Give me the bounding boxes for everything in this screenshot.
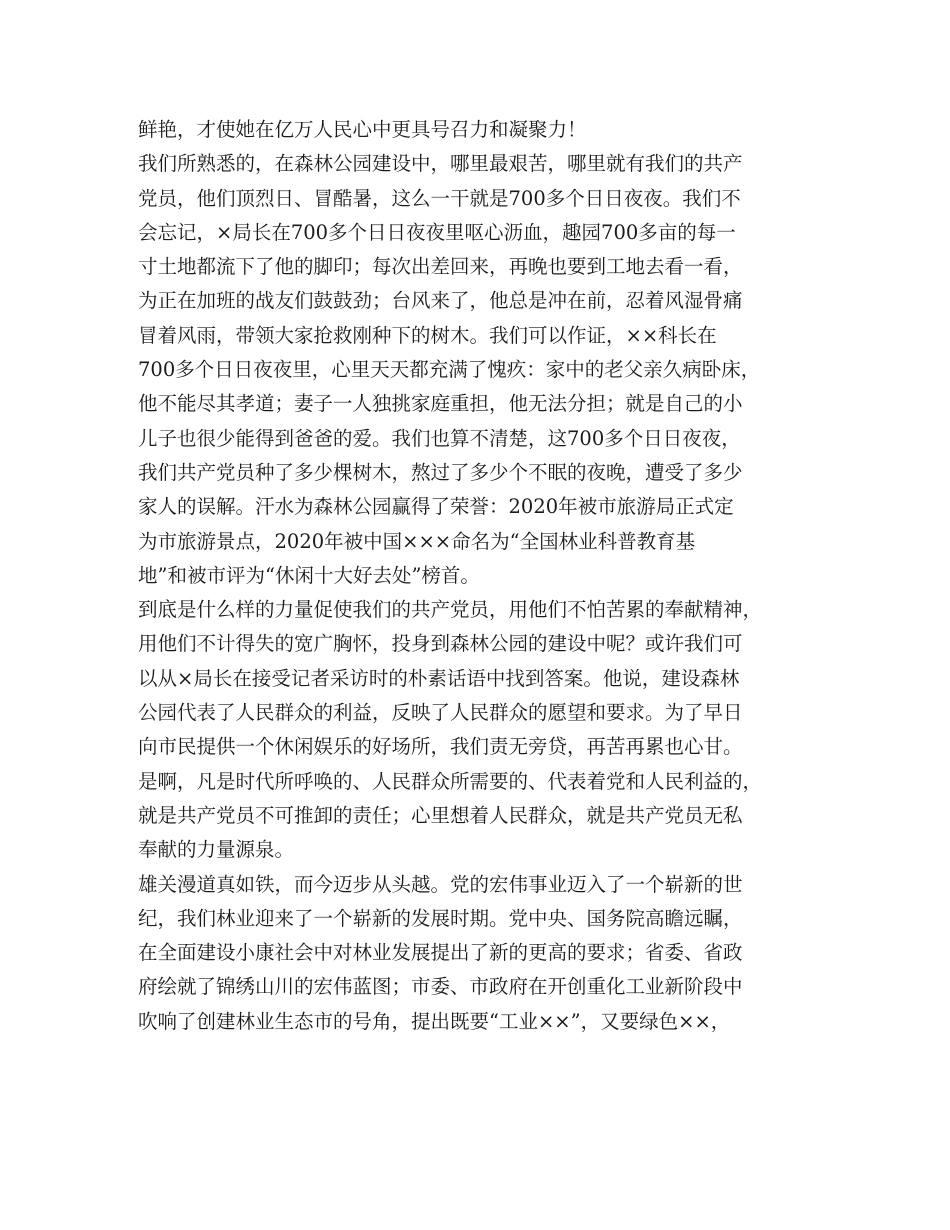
- text-line: 寸土地都流下了他的脚印；每次出差回来，再晚也要到工地去看一看，: [138, 255, 743, 279]
- text-line: 府绘就了锦绣山川的宏伟蓝图；市委、市政府在开创重化工业新阶段中: [138, 975, 743, 999]
- text-line: 到底是什么样的力量促使我们的共产党员，用他们不怕苦累的奉献精神，: [138, 598, 763, 622]
- text-line: 为市旅游景点，2020年被中国×××命名为“全国林业科普教育基: [138, 529, 696, 553]
- text-line: 700多个日日夜夜里，心里天天都充满了愧疚：家中的老父亲久病卧床，: [138, 358, 761, 382]
- text-line: 以从×局长在接受记者采访时的朴素话语中找到答案。他说，建设森林: [138, 666, 740, 690]
- text-line: 冒着风雨，带领大家抢救刚种下的树木。我们可以作证，××科长在: [138, 323, 717, 347]
- text-line: 奉献的力量源泉。: [138, 838, 295, 862]
- text-line: 我们共产党员种了多少棵树木，熬过了多少个不眠的夜晚，遭受了多少: [138, 460, 743, 484]
- text-line: 他不能尽其孝道；妻子一人独挑家庭重担，他无法分担；就是自己的小: [138, 392, 743, 416]
- text-line: 是啊，凡是时代所呼唤的、人民群众所需要的、代表着党和人民利益的，: [138, 769, 763, 793]
- text-line: 儿子也很少能得到爸爸的爱。我们也算不清楚，这700多个日日夜夜，: [138, 426, 741, 450]
- text-line: 向市民提供一个休闲娱乐的好场所，我们责无旁贷，再苦再累也心甘。: [138, 735, 743, 759]
- text-line: 用他们不计得失的宽广胸怀，投身到森林公园的建设中呢？或许我们可: [138, 632, 743, 656]
- text-line: 鲜艳，才使她在亿万人民心中更具号召力和凝聚力！: [138, 118, 587, 141]
- text-line: 党员，他们顶烈日、冒酷暑，这么一干就是700多个日日夜夜。我们不: [138, 186, 741, 210]
- text-line: 地”和被市评为“休闲十大好去处”榜首。: [138, 563, 480, 587]
- text-line: 雄关漫道真如铁，而今迈步从头越。党的宏伟事业迈入了一个崭新的世: [138, 872, 743, 896]
- text-line: 家人的误解。汗水为森林公园赢得了荣誉：2020年被市旅游局正式定: [138, 495, 734, 519]
- text-line: 会忘记，×局长在700多个日日夜夜里呕心沥血，趣园700多亩的每一: [138, 220, 736, 244]
- text-line: 在全面建设小康社会中对林业发展提出了新的更高的要求；省委、省政: [138, 941, 743, 965]
- text-line: 就是共产党员不可推卸的责任；心里想着人民群众，就是共产党员无私: [138, 803, 743, 827]
- text-line: 吹响了创建林业生态市的号角，提出既要“工业××”，又要绿色××，: [138, 1009, 731, 1033]
- text-line: 公园代表了人民群众的利益，反映了人民群众的愿望和要求。为了早日: [138, 701, 743, 725]
- text-line: 纪，我们林业迎来了一个崭新的发展时期。党中央、国务院高瞻远瞩，: [138, 906, 743, 930]
- text-line: 为正在加班的战友们鼓鼓劲；台风来了，他总是冲在前，忍着风湿骨痛: [138, 289, 743, 313]
- text-line: 我们所熟悉的，在森林公园建设中，哪里最艰苦，哪里就有我们的共产: [138, 152, 743, 176]
- body-text: [138, 113, 828, 1039]
